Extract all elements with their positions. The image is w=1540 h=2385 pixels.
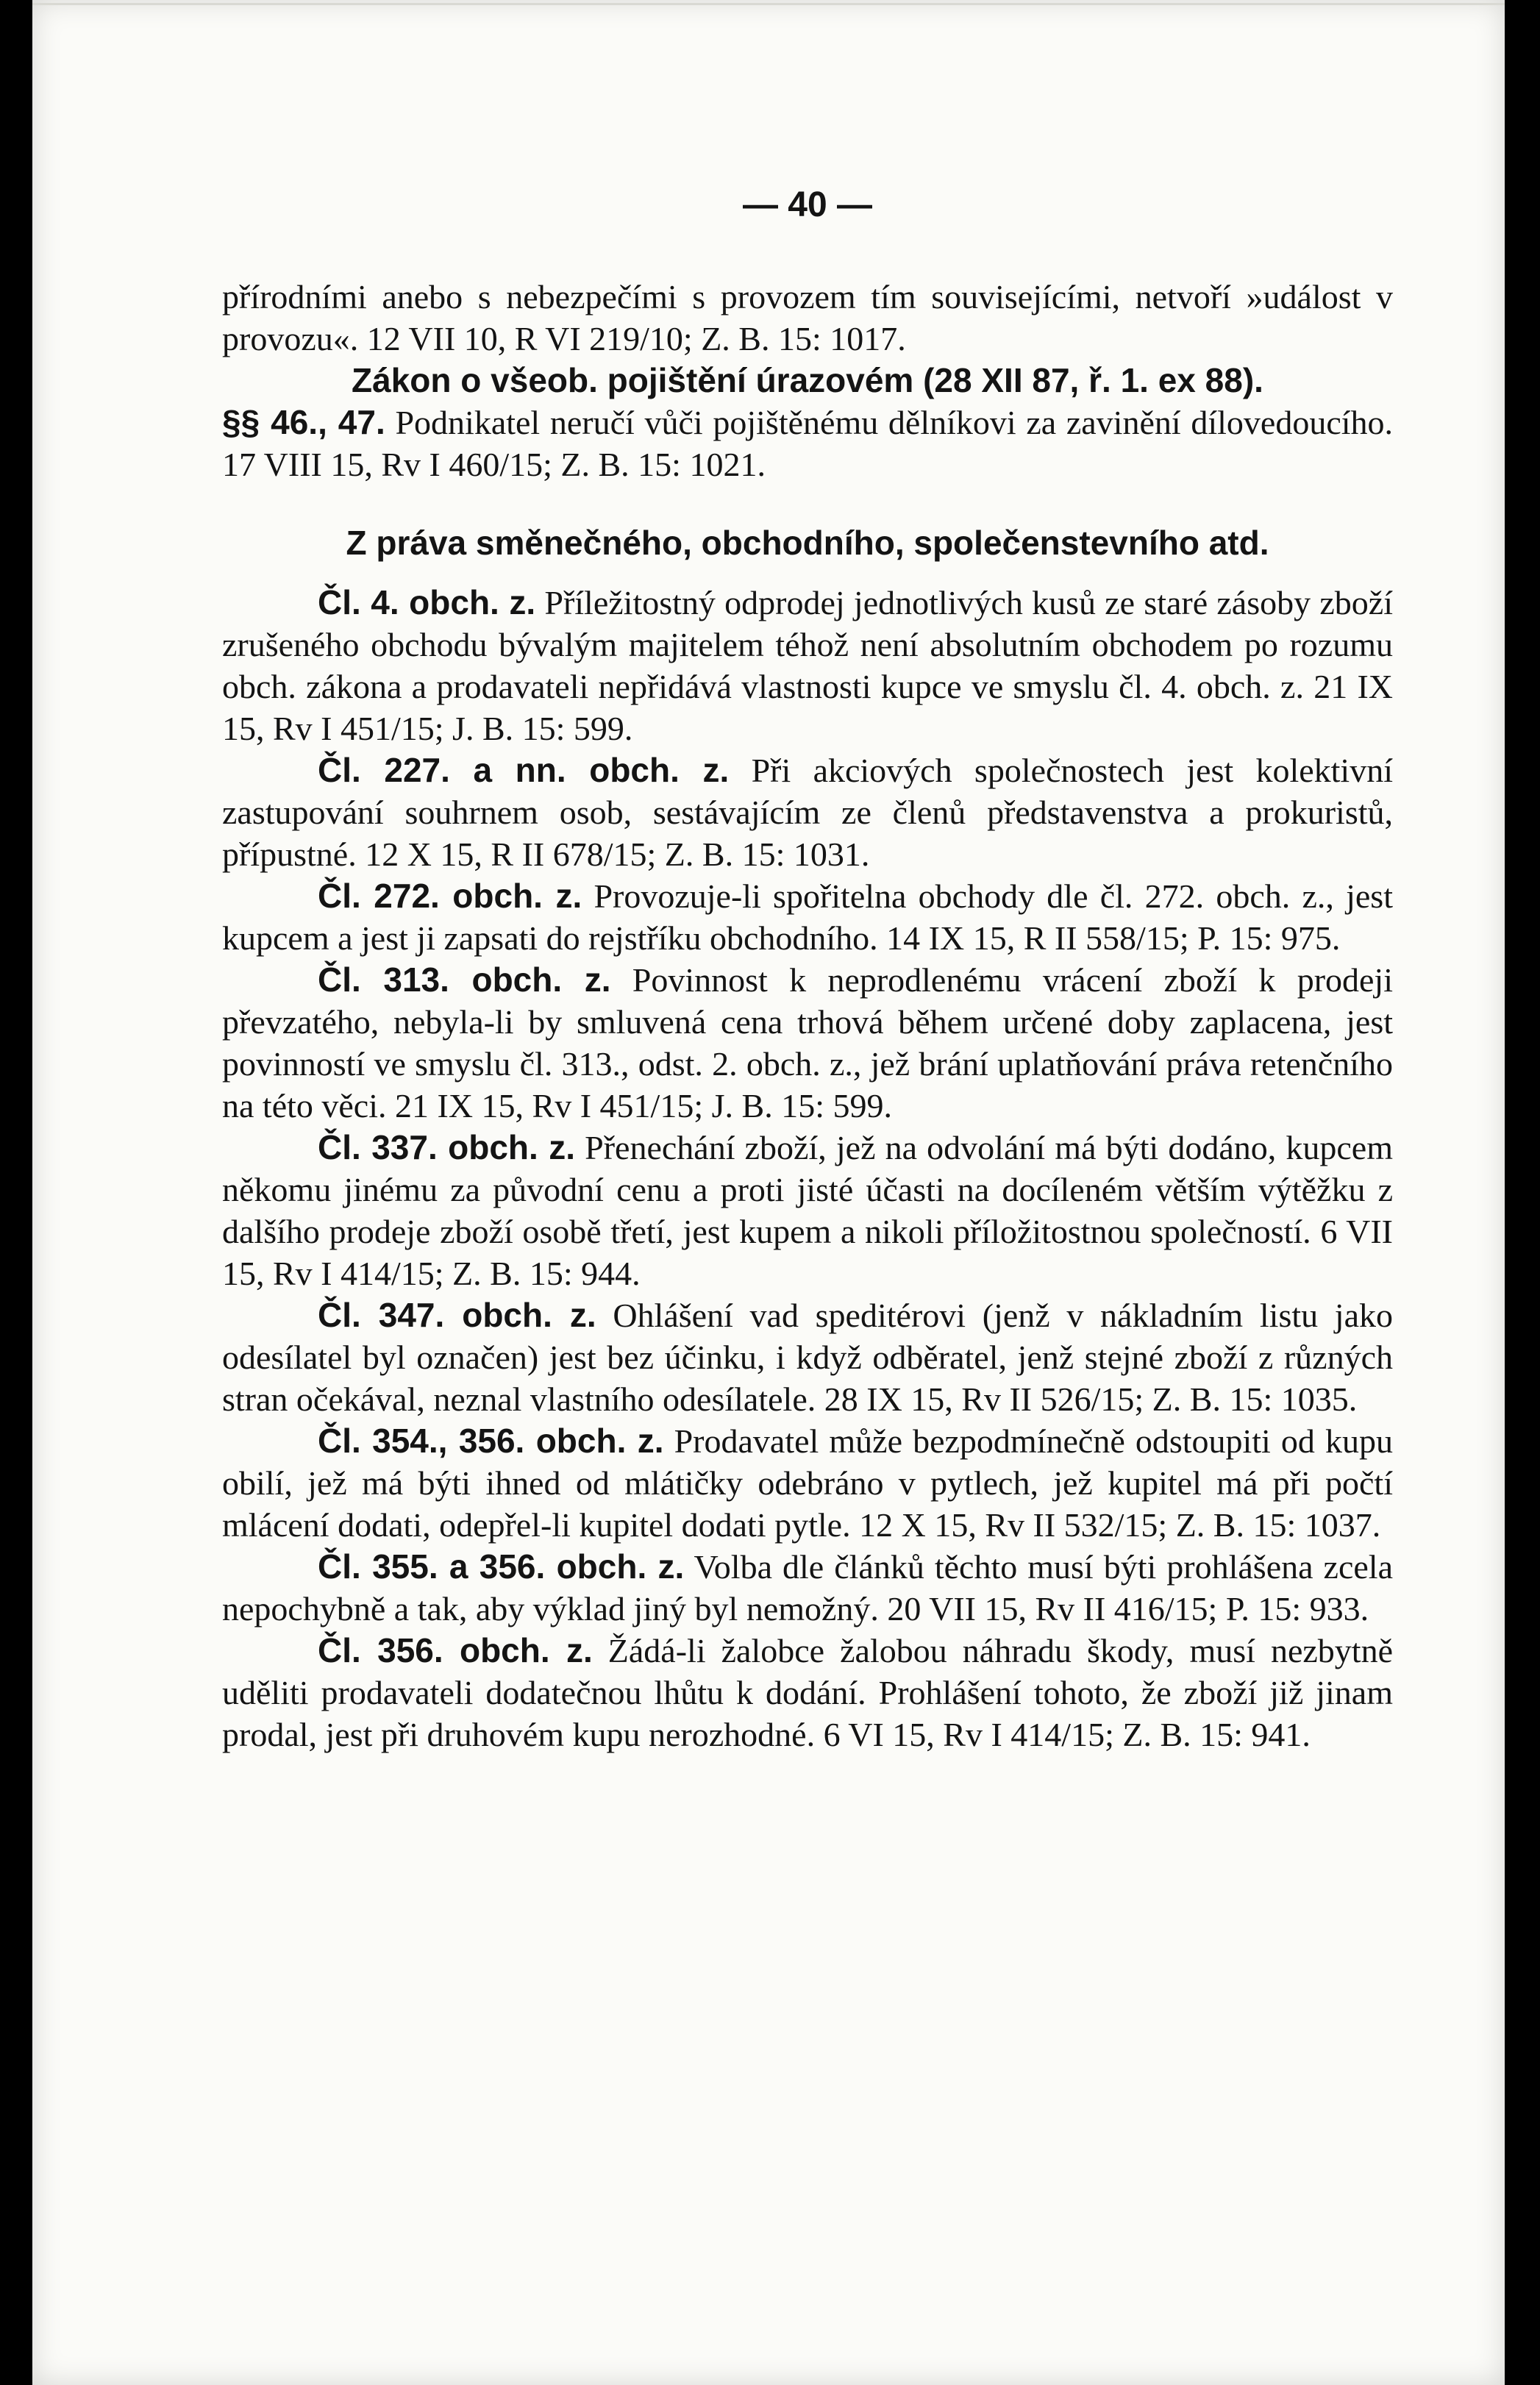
entry-reference: Čl. 337. obch. z. <box>318 1128 575 1166</box>
entry-text: Při akciových společnostech jest kolektivní zastupování souhrnem osob, sestávajícím ze členů představenstva a prokuristů, přípustné. 12 X 15, R II 678/15; Z. B. 15: 1031. <box>222 752 1393 873</box>
entry-paragraph <box>222 1420 1393 1546</box>
entry-paragraph <box>222 582 1393 749</box>
entry-reference: Čl. 227. a nn. obch. z. <box>318 751 730 789</box>
entry-reference: Čl. 4. obch. z. <box>318 583 536 621</box>
intro-text-2: Podnikatel neručí vůči pojištěnému dělníkovi za zavinění dílovedoucího. 17 VIII 15, Rv I 460/15; Z. B. 15: 1021. <box>222 404 1394 483</box>
section-heading: Z práva směnečného, obchodního, společenstevního atd. <box>346 524 1269 562</box>
entry-text: Provozuje-li spořitelna obchody dle čl. 272. obch. z., jest kupcem a jest ji zapsati do rejstříku obchodního. 14 IX 15, R II 558/15; P. 15: 975. <box>222 877 1393 957</box>
entries-list <box>222 582 1393 1755</box>
entry-reference: Čl. 355. a 356. obch. z. <box>318 1547 685 1586</box>
entry-text: Prodavatel může bezpodmínečně odstoupiti od kupu obilí, jež má býti ihned od mlátičky odebráno v pytlech, jež kupitel má při počtí mlácení dodati, odepřel-li kupitel dodati pytle. 12 X 15, Rv II 532/15; Z. B. 15: 1037. <box>222 1422 1393 1544</box>
entry-text: Žádá-li žalobce žalobou náhradu škody, musí nezbytně uděliti prodavateli dodatečnou lhůtu k dodání. Prohlášení tohoto, že zboží již jinam prodal, jest při druhovém kupu nerozhodné. 6 VI 15, Rv I 414/15; Z. B. 15: 941. <box>222 1632 1393 1753</box>
entry-reference: Čl. 313. obch. z. <box>318 960 611 999</box>
entry-paragraph <box>222 1630 1393 1755</box>
entry-text: Ohlášení vad speditérovi (jenž v nákladním listu jako odesílatel byl označen) jest bez účinku, i když odběratel, jenž stejné zboží z různých stran očekával, neznal vlastního odesílatele. 28 IX 15, Rv II 526/15; Z. B. 15: 1035. <box>222 1297 1394 1418</box>
entry-reference: Čl. 356. obch. z. <box>318 1631 593 1669</box>
entry-reference: Čl. 347. obch. z. <box>318 1296 596 1334</box>
entry-paragraph <box>222 1294 1393 1420</box>
entry-reference: Čl. 272. obch. z. <box>318 877 582 915</box>
page-text <box>222 185 1394 1755</box>
entry-text: Příležitostný odprodej jednotlivých kusů ze staré zásoby zboží zrušeného obchodu bývalým majitelem téhož není absolutním obchodem po rozumu obch. zákona a prodavateli nepřidává vlastnosti kupce ve smyslu čl. 4. obch. z. 21 IX 15, Rv I 451/15; J. B. 15: 599. <box>222 584 1393 747</box>
scan-edge-top <box>32 3 1505 5</box>
law-title-line <box>222 360 1393 402</box>
law-paragraph <box>222 402 1393 485</box>
intro-text-1: přírodními anebo s nebezpečími s provozem tím souvisejícími, netvoří »událost v provozu«. 12 VII 10, R VI 219/10; Z. B. 15: 1017. <box>222 278 1393 357</box>
intro-paragraph <box>222 276 1393 360</box>
entry-paragraph <box>222 1546 1393 1630</box>
entry-paragraph <box>222 1127 1393 1294</box>
entry-paragraph <box>222 959 1393 1127</box>
entry-paragraph <box>222 749 1393 875</box>
entry-text: Povinnost k neprodlenému vrácení zboží k prodeji převzatého, nebyla-li by smluvená cena trhová během určené doby zaplacena, jest povinností ve smyslu čl. 313., odst. 2. obch. z., jež brání uplatňování práva retenčního na této věci. 21 IX 15, Rv I 451/15; J. B. 15: 599. <box>222 961 1393 1124</box>
page-number: — 40 — <box>742 185 873 224</box>
law-title: Zákon o všeob. pojištění úrazovém (28 XII 87, ř. 1. ex 88). <box>352 361 1263 399</box>
entry-reference: Čl. 354., 356. obch. z. <box>318 1422 664 1460</box>
scanned-page <box>32 0 1505 2385</box>
entry-paragraph <box>222 875 1393 959</box>
entry-text: Přenechání zboží, jež na odvolání má býti dodáno, kupcem někomu jinému za původní cenu a proti jisté účasti na docíleném větším výtěžku z dalšího prodeje zboží osobě třetí, jest kupem a nikoli příložitostnou společností. 6 VII 15, Rv I 414/15; Z. B. 15: 944. <box>222 1129 1393 1292</box>
paragraph-reference: §§ 46., 47. <box>222 403 385 441</box>
entry-text: Volba dle článků těchto musí býti prohlášena zcela nepochybně a tak, aby výklad jiný byl nemožný. 20 VII 15, Rv II 416/15; P. 15: 933. <box>222 1548 1393 1628</box>
